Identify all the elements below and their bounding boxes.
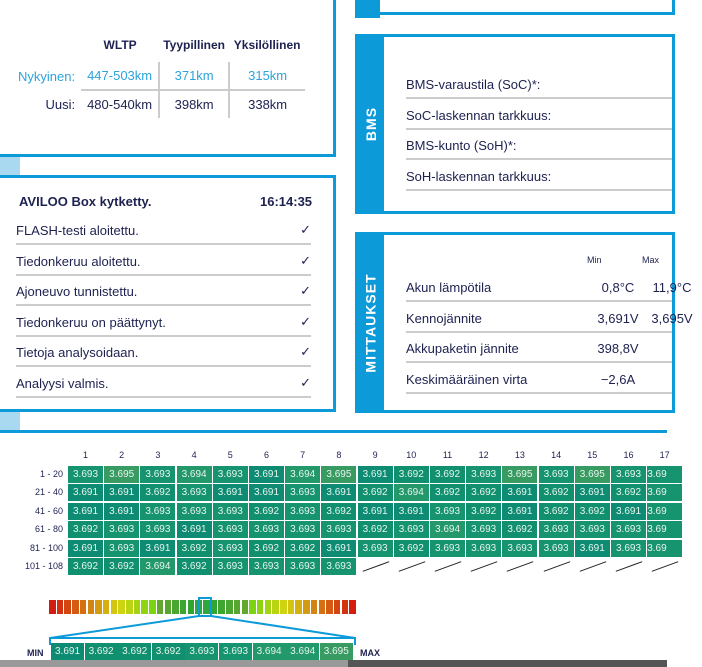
measurement-label: Akkupaketin jännite [406,341,519,356]
cell-voltage[interactable]: 3.693 [539,466,574,483]
cell-voltage[interactable]: 3.693 [466,540,501,557]
row-label: 101 - 108 [24,561,63,571]
decor-stripe [0,157,20,175]
cell-voltage[interactable]: 3.693 [466,466,501,483]
bms-row [406,69,672,99]
measurement-label: Keskimääräinen virta [406,371,528,387]
cell: 447-503km [81,62,159,90]
cell: 315km [229,62,305,90]
cell-voltage[interactable]: 3.693 [285,503,320,520]
cell-voltage[interactable]: 3.691 [358,503,393,520]
checklist-item-label: Tietoja analysoidaan. [16,345,139,360]
cell: 480-540km [87,97,153,112]
column-header: 16 [623,450,634,460]
bms-row [406,161,672,191]
cell-voltage[interactable]: 3.692 [249,540,284,557]
column-header: 15 [587,450,598,460]
empty-cell-slash [362,561,389,572]
cell-voltage[interactable]: 3.692 [321,503,356,520]
col-wltp: WLTP [103,38,137,52]
checklist-item [16,307,311,337]
measurement-row [406,303,693,333]
cell-voltage[interactable]: 3.694 [430,521,465,538]
cell-voltage[interactable]: 3.692 [502,521,537,538]
legend-value: 3.692 [118,643,151,660]
legend-value: 3.694 [286,643,319,660]
cell-voltage[interactable]: 3.693 [285,484,320,501]
decor-stripe [0,412,20,430]
cell-voltage[interactable]: 3.693 [502,540,537,557]
cell-voltage[interactable]: 3.693 [140,503,175,520]
cell-voltage[interactable]: 3.693 [539,521,574,538]
cell-voltage[interactable]: 3.695 [321,466,356,483]
bms-panel [355,34,675,214]
measurement-min: 0,8°C [601,280,635,295]
check-icon: ✓ [300,283,311,298]
cell-voltage[interactable]: 3.692 [140,484,175,501]
cell-voltage[interactable]: 3.693 [321,558,356,575]
column-header: 9 [372,450,378,460]
measurement-row [406,333,672,363]
column-header: 3 [155,450,161,460]
checklist-panel [0,175,336,412]
cell-voltage[interactable]: 3.693 [213,521,248,538]
cell-voltage[interactable]: 3.693 [321,521,356,538]
checklist-item-label: Ajoneuvo tunnistettu. [16,284,138,299]
cell-voltage[interactable]: 3.691 [611,503,646,520]
cell-voltage[interactable]: 3.692 [358,521,393,538]
column-header: 11 [442,450,453,460]
row-label: Uusi: [45,96,76,112]
cell-voltage[interactable]: 3.692 [177,540,212,557]
legend-value: 3.692 [85,643,118,660]
cell-voltage[interactable]: 3.693 [213,558,248,575]
col-individual: Yksilöllinen [233,38,301,52]
cell-voltage[interactable]: 3.691 [249,484,284,501]
cell-voltage[interactable]: 3.691 [321,540,356,557]
cell-voltage[interactable]: 3.691 [575,540,610,557]
cell-voltage[interactable]: 3.691 [575,484,610,501]
cell-voltage[interactable]: 3.691 [394,503,429,520]
checklist-time: 16:14:35 [260,194,313,209]
measurement-row [406,272,692,302]
cell-voltage[interactable]: 3.693 [611,466,646,483]
cell-voltage[interactable]: 3.693 [394,521,429,538]
bms-row-label: BMS-kunto (SoH)*: [406,138,517,153]
cell-voltage[interactable]: 3.69 [647,484,682,501]
cell-voltage[interactable]: 3.691 [104,503,139,520]
cell-voltage[interactable]: 3.692 [466,503,501,520]
column-header: 4 [191,450,197,460]
column-header: 6 [263,450,269,460]
cell-voltage[interactable]: 3.694 [394,484,429,501]
zoom-connector [0,595,400,645]
section-divider [0,430,667,433]
cell-voltage[interactable]: 3.691 [213,484,248,501]
cell-voltage[interactable]: 3.692 [68,521,103,538]
top-right-panel [355,0,675,15]
cell-voltage[interactable]: 3.693 [611,521,646,538]
cell-voltage[interactable]: 3.692 [177,558,212,575]
checklist-item [16,337,311,367]
legend-value: 3.695 [320,643,353,660]
checklist-item [16,276,311,306]
cell-voltage[interactable]: 3.69 [647,466,682,483]
measurement-max: 11,9°C [652,280,692,295]
cell-voltage[interactable]: 3.694 [177,466,212,483]
cell-voltage[interactable]: 3.691 [502,484,537,501]
check-icon: ✓ [300,222,311,237]
column-header: 14 [551,450,562,460]
column-header: 5 [227,450,233,460]
bms-row-label: SoH-laskennan tarkkuus: [406,168,552,184]
cell-voltage[interactable]: 3.691 [177,521,212,538]
cell-voltage[interactable]: 3.695 [575,466,610,483]
cell-voltage[interactable]: 3.692 [104,558,139,575]
cell-voltage[interactable]: 3.693 [285,558,320,575]
cell-voltage[interactable]: 3.693 [140,521,175,538]
col-typical: Tyypillinen [163,38,226,52]
cell-voltage[interactable]: 3.692 [539,484,574,501]
cell-voltage[interactable]: 3.693 [140,466,175,483]
measurement-label: Akun lämpötila [406,280,492,295]
cell-voltage[interactable]: 3.695 [502,466,537,483]
min-header: Min [587,255,602,265]
cell-voltage[interactable]: 3.693 [285,521,320,538]
min-label: MIN [27,648,44,658]
row-label: 1 - 20 [39,469,63,479]
row-label: Nykyinen: [18,68,76,84]
measurement-min: −2,6A [600,371,636,387]
cell-voltage[interactable]: 3.691 [140,540,175,557]
bms-row [406,130,672,160]
cell-voltage[interactable]: 3.693 [213,540,248,557]
cell-voltage[interactable]: 3.692 [249,503,284,520]
measurements-tab: MITTAUKSET [358,235,384,410]
checklist-item-label: FLASH-testi aloitettu. [16,223,139,238]
column-header: 17 [659,450,670,460]
empty-cell-slash [652,561,679,572]
column-header: 7 [300,450,306,460]
cell-voltage[interactable]: 3.692 [466,484,501,501]
row-label: 81 - 100 [29,543,63,553]
legend-value: 3.693 [185,643,218,660]
cell-voltage[interactable]: 3.69 [647,503,682,520]
column-header: 1 [82,450,88,460]
empty-cell-slash [543,561,570,572]
cell-voltage[interactable]: 3.692 [539,503,574,520]
cell-voltage[interactable]: 3.693 [358,540,393,557]
range-table [12,38,305,118]
cell-voltage[interactable]: 3.694 [285,466,320,483]
empty-cell-slash [435,561,462,572]
cell-voltage[interactable]: 3.691 [104,484,139,501]
range-panel [0,0,336,157]
cell-voltage[interactable]: 3.69 [647,521,682,538]
column-header: 10 [406,450,417,460]
empty-cell-slash [471,561,498,572]
measurement-min: 3,691V [597,310,639,326]
bms-row-label: SoC-laskennan tarkkuus: [406,107,552,123]
cell-voltage[interactable]: 3.692 [575,503,610,520]
cell-voltage[interactable]: 3.691 [68,503,103,520]
empty-cell-slash [579,561,606,572]
check-icon: ✓ [300,374,311,390]
column-header: 2 [119,450,125,460]
cell-voltage[interactable]: 3.691 [68,484,103,501]
cell-voltage[interactable]: 3.693 [213,503,248,520]
cell-voltage[interactable]: 3.692 [430,466,465,483]
cell-voltage[interactable]: 3.693 [430,540,465,557]
cell-voltage[interactable]: 3.691 [502,503,537,520]
measurement-label: Kennojännite [406,310,482,326]
cell-voltage[interactable]: 3.692 [611,484,646,501]
cell-voltage[interactable]: 3.693 [177,503,212,520]
cell-voltage[interactable]: 3.692 [394,540,429,557]
legend-value: 3.694 [253,643,286,660]
cell-voltage[interactable]: 3.69 [647,540,682,557]
measurements-panel [355,232,693,413]
cell-voltage[interactable]: 3.693 [104,540,139,557]
column-header: 8 [336,450,342,460]
cell-voltage[interactable]: 3.693 [68,466,103,483]
cell: 338km [229,90,305,118]
cell-voltage[interactable]: 3.693 [466,521,501,538]
legend-value: 3.693 [219,643,252,660]
cell-voltage[interactable]: 3.695 [104,466,139,483]
cell-voltage[interactable]: 3.692 [68,558,103,575]
checklist-item-label: Analyysi valmis. [16,375,109,391]
measurement-row [406,364,672,394]
scrollbar-thumb[interactable] [348,660,667,667]
check-icon: ✓ [300,313,311,329]
measurement-min: 398,8V [597,341,639,356]
cell-voltage[interactable]: 3.693 [539,540,574,557]
cell-voltage[interactable]: 3.693 [177,484,212,501]
checklist-item-label: Tiedonkeruu aloitettu. [16,253,141,269]
bms-row-label: BMS-varaustila (SoC)*: [406,77,541,92]
check-icon: ✓ [300,252,311,268]
bms-tab: BMS [358,37,384,211]
check-icon: ✓ [300,344,311,359]
empty-cell-slash [507,561,534,572]
cell-voltage[interactable]: 3.694 [140,558,175,575]
checklist-item [16,368,311,398]
cell-voltage[interactable]: 3.693 [575,521,610,538]
row-label: 21 - 40 [34,487,63,497]
cell-voltage[interactable]: 3.691 [249,466,284,483]
empty-cell-slash [398,561,425,572]
cell-voltage[interactable]: 3.693 [249,521,284,538]
checklist-item [16,246,311,276]
cell-voltage[interactable]: 3.691 [321,484,356,501]
row-label: 41 - 60 [34,506,63,516]
cell-voltage[interactable]: 3.693 [249,558,284,575]
row-label: 61 - 80 [34,524,63,534]
measurement-max: 3,695V [651,310,693,326]
empty-cell-slash [616,561,643,572]
legend-value: 3.692 [152,643,185,660]
bms-row [406,100,672,130]
column-header: 13 [514,450,525,460]
checklist-item [16,215,311,245]
cell-voltage[interactable]: 3.691 [68,540,103,557]
cell-voltage[interactable]: 3.693 [213,466,248,483]
max-label: MAX [360,648,380,658]
checklist-title: AVILOO Box kytketty. [19,194,152,209]
cell-voltage[interactable]: 3.691 [358,466,393,483]
checklist-item-label: Tiedonkeruu on päättynyt. [16,314,166,330]
cell: 398km [159,90,229,118]
cell-voltage[interactable]: 3.693 [611,540,646,557]
cell: 371km [159,62,229,90]
cell-voltage[interactable]: 3.692 [394,466,429,483]
column-header: 12 [478,450,489,460]
cell-voltage[interactable]: 3.693 [104,521,139,538]
cell-voltage[interactable]: 3.692 [358,484,393,501]
cell-voltage[interactable]: 3.693 [430,503,465,520]
cell-voltage[interactable]: 3.692 [285,540,320,557]
legend-value: 3.691 [51,643,84,660]
max-header: Max [642,255,660,265]
cell-voltage[interactable]: 3.692 [430,484,465,501]
